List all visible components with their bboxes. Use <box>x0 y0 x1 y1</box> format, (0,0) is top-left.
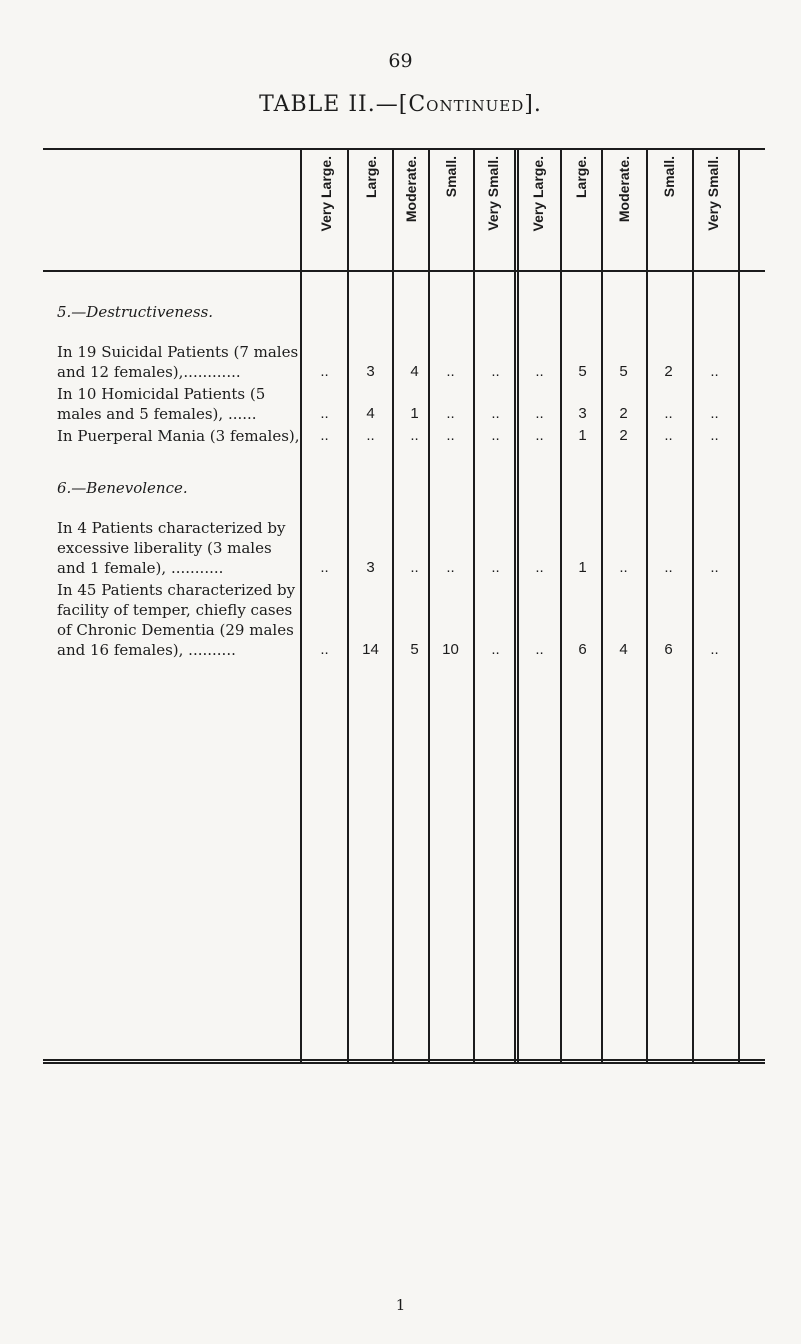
row-label: In 4 Patients characterized by excessive liberality (3 males and 1 female), ........... <box>57 519 286 577</box>
title-main: TABLE II.— <box>259 92 399 117</box>
table-cell: .. <box>535 559 544 576</box>
row-label: In 10 Homicidal Patients (5 males and 5 females), ...... <box>57 385 266 423</box>
table-cell: .. <box>491 641 500 658</box>
table-cell: .. <box>710 641 719 658</box>
col-divider-7 <box>601 148 603 1062</box>
col-divider-4 <box>473 148 475 1062</box>
table-cell: .. <box>446 559 455 576</box>
col-header-9: Small. <box>660 156 677 198</box>
table-cell: .. <box>366 427 375 444</box>
table-cell: .. <box>491 405 500 422</box>
table-cell: .. <box>410 559 419 576</box>
table-cell: .. <box>446 363 455 380</box>
col-divider-9 <box>692 148 694 1062</box>
col-header-1: Very Large. <box>317 156 334 232</box>
section-heading: 6.—Benevolence. <box>57 479 188 497</box>
table-cell: .. <box>491 427 500 444</box>
table-cell: 6 <box>578 641 587 658</box>
table-cell: 3 <box>578 405 587 422</box>
table-cell: 1 <box>410 405 419 422</box>
table-cell: .. <box>535 427 544 444</box>
col-divider-1 <box>347 148 349 1062</box>
table-cell: 5 <box>410 641 419 658</box>
row-label: In 19 Suicidal Patients (7 males and 12 females),............ <box>57 343 299 381</box>
col-header-8: Moderate. <box>615 156 632 223</box>
table-cell: .. <box>710 427 719 444</box>
table-cell: 6 <box>664 641 673 658</box>
table-cell: .. <box>710 363 719 380</box>
col-header-3: Moderate. <box>402 156 419 223</box>
table-cell: 2 <box>619 405 628 422</box>
title-bracket-open: [ <box>398 92 409 117</box>
col-divider-group-2 <box>517 148 519 1062</box>
col-divider-6 <box>560 148 562 1062</box>
table-cell: .. <box>491 559 500 576</box>
table-cell: .. <box>320 641 329 658</box>
col-header-10: Very Small. <box>704 156 721 231</box>
table-cell: .. <box>664 427 673 444</box>
table-cell: 2 <box>619 427 628 444</box>
table-cell: 1 <box>578 559 587 576</box>
col-header-6: Very Large. <box>529 156 546 232</box>
col-divider-2 <box>392 148 394 1062</box>
table-top-rule <box>43 148 765 150</box>
title-bracket-close: ]. <box>524 92 542 117</box>
table-bottom-rule-2 <box>43 1062 765 1064</box>
table-cell: 5 <box>619 363 628 380</box>
table-cell: 2 <box>664 363 673 380</box>
table-right-rule <box>738 148 740 1062</box>
col-header-7: Large. <box>572 156 589 199</box>
table-cell: .. <box>535 405 544 422</box>
table-cell: 4 <box>410 363 419 380</box>
row-label: In Puerperal Mania (3 females), <box>57 427 300 445</box>
table-bottom-rule <box>43 1059 765 1061</box>
section-heading: 5.—Destructiveness. <box>57 303 214 321</box>
title-continued: Continued <box>408 92 525 117</box>
table-cell: .. <box>710 559 719 576</box>
table-cell: .. <box>535 363 544 380</box>
table-cell: .. <box>320 427 329 444</box>
table-cell: 14 <box>362 641 379 658</box>
table-cell: 4 <box>619 641 628 658</box>
table-cell: 3 <box>366 363 375 380</box>
table-cell: .. <box>664 405 673 422</box>
col-header-5: Very Small. <box>484 156 501 231</box>
table-cell: 10 <box>442 641 459 658</box>
header-bottom-rule <box>43 270 765 272</box>
row-label: In 45 Patients characterized by facility of temper, chiefly cases of Chronic Dementia (29 males and 16 females), .......... <box>57 581 296 659</box>
table-cell: .. <box>619 559 628 576</box>
table-cell: .. <box>320 405 329 422</box>
table-cell: .. <box>535 641 544 658</box>
table-cell: .. <box>446 405 455 422</box>
table-cell: .. <box>664 559 673 576</box>
table-cell: 3 <box>366 559 375 576</box>
table-cell: 1 <box>578 427 587 444</box>
table-title <box>0 92 801 117</box>
table-cell: 5 <box>578 363 587 380</box>
table-cell: .. <box>320 363 329 380</box>
page-number: 69 <box>388 50 413 72</box>
col-header-2: Large. <box>362 156 379 199</box>
col-divider-8 <box>646 148 648 1062</box>
table-cell: .. <box>410 427 419 444</box>
table-cell: .. <box>710 405 719 422</box>
footer-mark: 1 <box>395 1296 406 1314</box>
table-cell: .. <box>446 427 455 444</box>
col-divider-group <box>514 148 516 1062</box>
col-divider-3 <box>428 148 430 1062</box>
table-cell: .. <box>320 559 329 576</box>
table-cell: .. <box>491 363 500 380</box>
col-header-4: Small. <box>442 156 459 198</box>
table-cell: 4 <box>366 405 375 422</box>
